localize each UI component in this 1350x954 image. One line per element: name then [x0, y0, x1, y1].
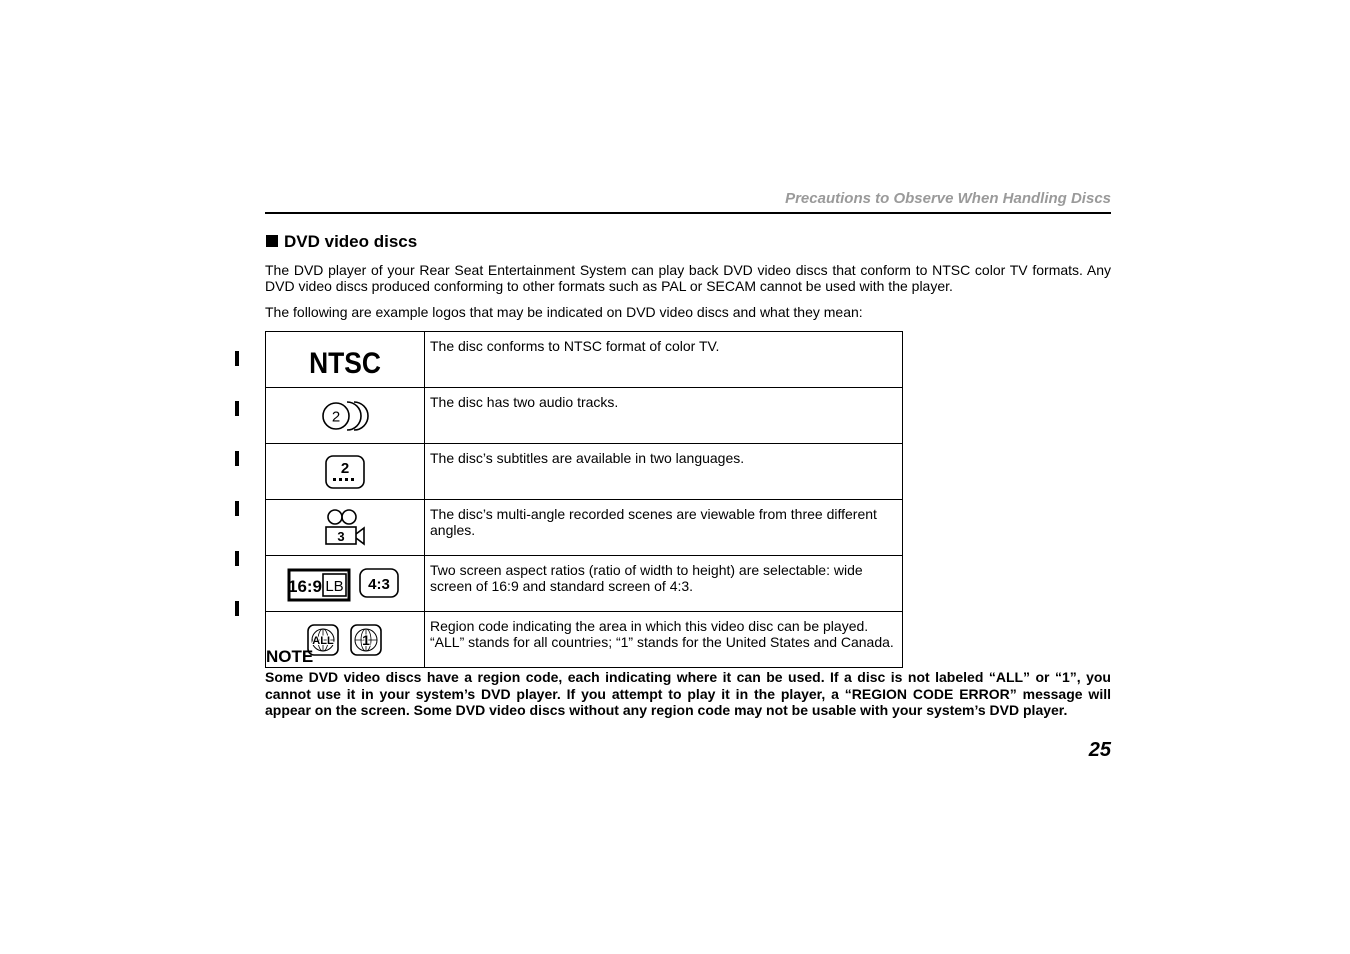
- table-row: [266, 612, 903, 668]
- svg-text:NTSC: NTSC: [309, 344, 381, 378]
- logo-cell: [266, 444, 425, 500]
- logo-description: The disc’s multi-angle recorded scenes are viewable from three different angles.: [425, 500, 903, 556]
- svg-text:16:9: 16:9: [287, 576, 323, 596]
- svg-text:2: 2: [340, 459, 350, 477]
- table-row: [266, 332, 903, 388]
- svg-text:4:3: 4:3: [368, 575, 390, 593]
- ntsc-logo-icon: [305, 342, 385, 378]
- table-row: [266, 556, 903, 612]
- logo-cell: [266, 332, 425, 388]
- svg-text:LB: LB: [325, 577, 344, 595]
- logo-cell: [266, 556, 425, 612]
- svg-text:ALL: ALL: [312, 634, 334, 647]
- note-title: NOTE: [266, 647, 314, 666]
- page-number: 25: [1088, 739, 1111, 761]
- square-bullet-icon: [266, 235, 278, 247]
- change-bar: [235, 551, 239, 566]
- svg-text:1: 1: [362, 631, 370, 648]
- logo-description: Two screen aspect ratios (ratio of width to height) are selectable: wide screen of 16:9 and standard screen of 4:3.: [425, 556, 903, 612]
- table-row: [266, 500, 903, 556]
- header-rule: [265, 212, 1111, 214]
- change-bar: [235, 451, 239, 466]
- audio-tracks-icon: [315, 399, 375, 433]
- change-bar: [235, 601, 239, 616]
- logo-cell: [266, 388, 425, 444]
- multi-angle-camera-icon: [321, 508, 369, 548]
- section-heading-text: DVD video discs: [284, 232, 418, 251]
- svg-text:2: 2: [331, 408, 341, 425]
- svg-text:3: 3: [337, 528, 345, 544]
- change-bar: [235, 351, 239, 366]
- table-row: [266, 388, 903, 444]
- aspect-ratio-icon: [287, 566, 403, 602]
- logo-description: The disc conforms to NTSC format of color TV.: [425, 332, 903, 388]
- logo-description: The disc’s subtitles are available in two languages.: [425, 444, 903, 500]
- region-code-globe-icon: [305, 622, 385, 658]
- logo-description: Region code indicating the area in which this video disc can be played. “ALL” stands for all countries; “1” stands for the United States and Canada.: [425, 612, 903, 668]
- table-row: [266, 444, 903, 500]
- change-bar: [235, 501, 239, 516]
- logo-cell: [266, 500, 425, 556]
- logo-table: [265, 331, 903, 668]
- running-header: Precautions to Observe When Handling Discs: [785, 190, 1111, 207]
- subtitles-icon: [323, 454, 367, 490]
- logo-description: The disc has two audio tracks.: [425, 388, 903, 444]
- intro-paragraph: The DVD player of your Rear Seat Entertainment System can play back DVD video discs that conform to NTSC color TV formats. Any DVD video discs produced conforming to other formats such as PAL or SECAM cannot be used with the player.: [265, 262, 1111, 294]
- note-text: Some DVD video discs have a region code, each indicating where it can be used. If a disc is not labeled “ALL” or “1”, you cannot use it in your system’s DVD player. If you attempt to play it in the player, a “REGION CODE ERROR” message will appear on the screen. Some DVD video discs without any region code may not be usable with your system’s DVD player.: [265, 669, 1111, 718]
- change-bar: [235, 401, 239, 416]
- logos-intro-paragraph: The following are example logos that may be indicated on DVD video discs and what they mean:: [265, 304, 863, 320]
- section-heading: [266, 232, 417, 252]
